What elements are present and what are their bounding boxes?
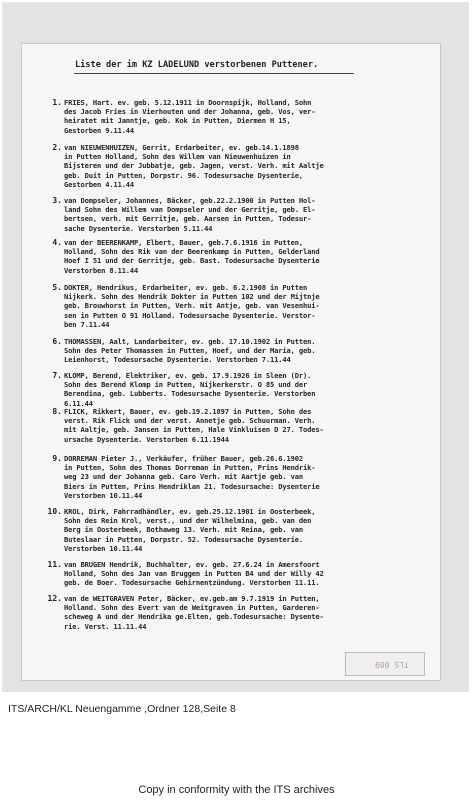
title-underline bbox=[74, 73, 354, 74]
entry-line: Gestorben 9.11.44 bbox=[64, 125, 135, 135]
entry-line: van BRUGEN Hendrik, Buchhalter, ev. geb. 27.6.24 in Amersfoort bbox=[64, 560, 320, 569]
entry-text bbox=[64, 507, 436, 553]
entry-line: Berendina, geb. Lubberts. Todesursache Dysenterie. Verstorben bbox=[64, 389, 316, 399]
entry-number: 1. bbox=[52, 98, 62, 107]
entry-number: 8. bbox=[52, 407, 62, 416]
entry-line: van NIEUWENHUIZEN, Gerrit, Erdarbeiter, ev. geb.14.1.1898 bbox=[64, 143, 299, 152]
entry-text bbox=[64, 560, 436, 588]
entry-text bbox=[64, 196, 436, 233]
entry-line: in Putten Holland, Sohn des Willem van Nieuwenhuizen in bbox=[64, 152, 291, 162]
entry-line: Verstorben 10.11.44 bbox=[64, 543, 143, 553]
entry-number: 9. bbox=[52, 454, 62, 463]
entry-line: sen in Putten O 91 Holland. Todesursache Dysenterie. Verstor- bbox=[64, 310, 316, 320]
entry-line: rie. Verst. 11.11.44 bbox=[64, 621, 147, 631]
entry-line: van Dompseler, Johannes, Bäcker, geb.22.2.1900 in Putten Hol- bbox=[64, 196, 316, 205]
entry-line: bertsen, verh. mit Gerritje, geb. Aarsen in Putten, Todesur- bbox=[64, 214, 312, 224]
entry-line: Gestorben 4.11.44 bbox=[64, 179, 135, 189]
entry-line: Verstorben 8.11.44 bbox=[64, 265, 139, 275]
entry-line: verst. Rik Flick und der verst. Annetje geb. Schuurman. Verh. bbox=[64, 416, 316, 426]
entry-number: 3. bbox=[52, 196, 62, 205]
entry-line: KLOMP, Berend, Elektriker, ev. geb. 17.9.1926 in Sleen (Dr). bbox=[64, 371, 312, 380]
entry-text bbox=[64, 337, 436, 365]
entry-line: heiratet mit Janntje, geb. Kok in Putten, Diermen H 15, bbox=[64, 116, 291, 126]
entry-line: DOKTER, Hendrikus, Erdarbeiter, ev. geb. 6.2.1908 in Putten bbox=[64, 283, 308, 292]
entry-line: Sohn des Peter Thomassen in Putten, Hoef, und der Maria, geb. bbox=[64, 346, 316, 356]
entry-text bbox=[64, 594, 436, 631]
entry-line: geb. Duit in Putten, Dorpstr. 96. Todesursache Dysenterie, bbox=[64, 170, 304, 180]
entry-line: Biers in Putten, Prins Hendriklan 21. Todesursache: Dysenterie bbox=[64, 481, 320, 491]
entry-line: van der BEERENKAMP, Elbert, Bauer, geb.7.6.1916 in Putten, bbox=[64, 238, 304, 247]
entry-line: DORREMAN Pieter J., Verkäufer, früher Bauer, geb.26.6.1902 bbox=[64, 454, 304, 463]
entry-line: van de WEITGRAVEN Peter, Bäcker, ev.geb.am 9.7.1919 in Putten, bbox=[64, 594, 320, 603]
entry-line: geb. de Boer. Todesursache Gehirnentzündung. Verstorben 11.11. bbox=[64, 578, 320, 588]
entry-line: Holland, Sohn des Rik van der Beerenkamp in Putten, Gelderland bbox=[64, 247, 320, 257]
entry-line: FRIES, Hart. ev. geb. 5.12.1911 in Doornspijk, Holland, Sohn bbox=[64, 98, 312, 107]
entry-line: sache Dysenterie. Verstorben 5.11.44 bbox=[64, 223, 213, 233]
entry-text bbox=[64, 407, 436, 444]
entry-line: des Jacob Fries in Vierhouten und der Johanna, geb. Vos, ver- bbox=[64, 107, 316, 117]
entry-text bbox=[64, 238, 436, 275]
entry-line: geb. Brouwhorst in Putten, Verh. mit Antje, geb. van Vesenhui- bbox=[64, 301, 320, 311]
entry-line: in Putten, Sohn des Thomas Dorreman in Putten, Prins Hendrik- bbox=[64, 463, 316, 473]
entry-number: 5. bbox=[52, 283, 62, 292]
entry-text bbox=[64, 143, 436, 189]
entry-number: 7. bbox=[52, 371, 62, 380]
entry-line: ben 7.11.44 bbox=[64, 319, 110, 329]
entry-line: 6.11.44 bbox=[64, 398, 93, 408]
entry-line: Nijkerk. Sohn des Hendrik Dokter in Putten 102 und der Mijtnje bbox=[64, 292, 320, 302]
entry-text bbox=[64, 283, 436, 329]
entry-line: Buteslaar in Putten, Dorpstr. 52. Todesursache Dysenterie. bbox=[64, 534, 304, 544]
entry-number: 2. bbox=[52, 143, 62, 152]
entry-line: Hoef I 51 und der Gerritje, geb. Bast. Todesursache Dysenterie bbox=[64, 256, 320, 266]
copy-conformity-note: Copy in conformity with the ITS archives bbox=[138, 784, 335, 796]
entry-text bbox=[64, 98, 436, 135]
entry-line: Sohn des Berend Klomp in Putten, Nijkerkerstr. O 85 und der bbox=[64, 380, 308, 390]
entry-line: KROL, Dirk, Fahrradhändler, ev. geb.25.12.1901 in Oosterbeek, bbox=[64, 507, 316, 516]
entry-line: scheweg A und der Hendrika ge.Elten, geb.Todesursache: Dysente- bbox=[64, 612, 324, 622]
entry-line: mit Aaltje, geb. Jansen in Putten, Hale Vinkluisen D 27. Todes- bbox=[64, 425, 324, 435]
entry-text bbox=[64, 371, 436, 408]
entry-line: Leienhorst, Todesursache Dysenterie. Verstorben 7.11.44 bbox=[64, 355, 291, 365]
archive-reference: ITS/ARCH/KL Neuengamme ,Ordner 128,Seite 8 bbox=[8, 703, 236, 715]
document-title: Liste der im KZ LADELUND verstorbenen Puttener. bbox=[75, 60, 319, 70]
entry-line: land Sohn des Willem van Dompseler und der Gerritje, geb. El- bbox=[64, 205, 316, 215]
entry-line: ursache Dysenterie. Verstorben 6.11.1944 bbox=[64, 434, 229, 444]
entry-line: Berg in Oosterbeek, Bothaweg 13. Verh. mit Reina, geb. van bbox=[64, 525, 304, 535]
entry-line: Bijsteren und der Jubbatje, geb. Jagen, verst. Verh. mit Aaltje bbox=[64, 161, 324, 171]
entry-text bbox=[64, 454, 436, 500]
entry-number: 10. bbox=[47, 507, 62, 516]
entry-number: 6. bbox=[52, 337, 62, 346]
entry-line: THOMASSEN, Aalt, Landarbeiter, ev. geb. 17.10.1902 in Putten. bbox=[64, 337, 316, 346]
entry-number: 4. bbox=[52, 238, 62, 247]
entry-line: Holland, Sohn des Jan van Bruggen in Putten B4 und der Willy 42 bbox=[64, 569, 324, 579]
entry-line: Holland. Sohn des Evert van de Weitgraven in Putten, Garderen- bbox=[64, 603, 320, 613]
entry-number: 11. bbox=[47, 560, 62, 569]
entry-line: Verstorben 10.11.44 bbox=[64, 490, 143, 500]
archive-stamp: TLS 009 bbox=[375, 660, 409, 669]
entry-line: Sohn des Rein Krol, verst., und der Wilhelmina, geb. van den bbox=[64, 516, 312, 526]
entry-number: 12. bbox=[47, 594, 62, 603]
entry-line: FLICK, Rikkert, Bauer, ev. geb.19.2.1897 in Putten, Sohn des bbox=[64, 407, 312, 416]
entry-line: weg 23 und der Johanna geb. Caro Verh. mit Aartje geb. van bbox=[64, 472, 304, 482]
